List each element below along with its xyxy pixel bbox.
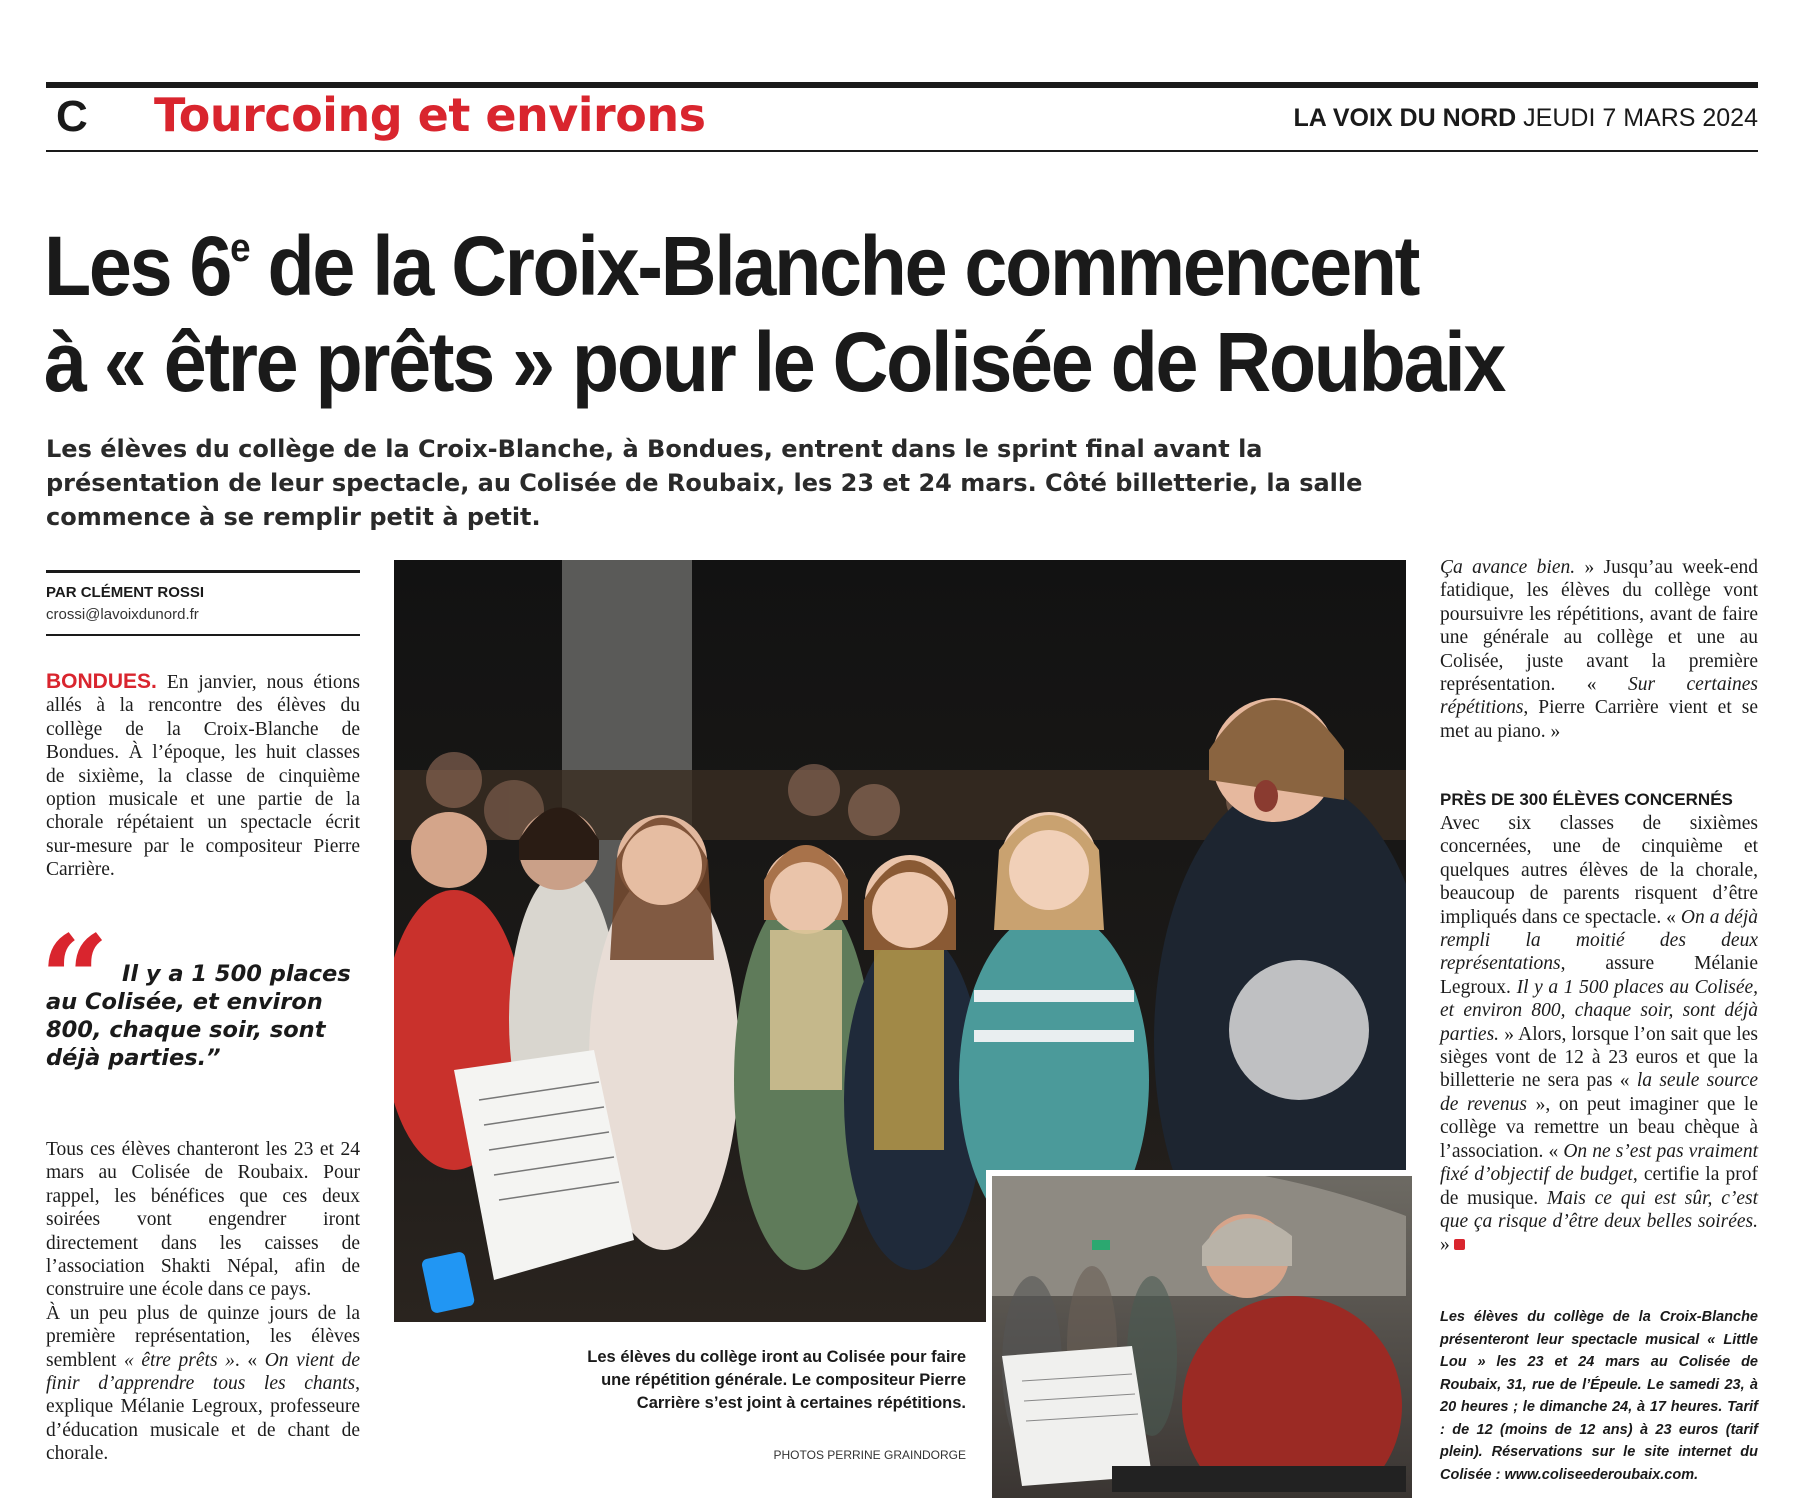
headline: Les 6e de la Croix-Blanche commencent à « être prêts » pour le Colisée de Roubaix [44,219,1505,409]
quote-mark-icon: “ [40,909,110,1050]
article-paragraph-4: Ça avance bien. » Jusqu’au week-end fatidique, les élèves du collège vont poursuivre les répétitions, avant de faire une générale au collège et une au Colisée, juste avant la première représentation. « Sur certaines répétitions, Pierre Carrière vient et se met au piano. » [1440,557,1758,742]
end-of-article-icon [1454,1239,1465,1250]
practical-info: Les élèves du collège de la Croix-Blanche présenteront leur spectacle musical « Little Lou » les 23 et 24 mars au Colisée de Roubaix, 31, rue de l’Épeule. Le samedi 23, à 20 heures ; le dimanche 24, à 17 heures. Tarif : de 12 (moins de 12 ans) à 23 euros (tarif plein). Réservations sur le site internet du Colisée : www.coliseederoubaix.com. [1440,1309,1758,1483]
byline-rule [46,570,360,573]
newspaper-name: LA VOIX DU NORD [1293,104,1517,132]
article-paragraph-1: BONDUES. En janvier, nous étions allés à la rencontre des élèves du collège de la Croix-Blanche de Bondues. À l’époque, les huit classes de sixième, la classe de cinquième option musicale et une partie de la chorale répétaient un spectacle écrit sur-mesure par le compositeur Pierre Carrière. [46,670,360,881]
photo-caption: Les élèves du collège iront au Colisée pour faire une répétition générale. Le compositeur Pierre Carrière s’est joint à certaines répétitions. [587,1348,966,1412]
article-paragraph-2: Tous ces élèves chanteront les 23 et 24 mars au Colisée de Roubaix. Pour rappel, les bénéfices que ces deux soirées vont engendrer iront directement dans les caisses de l’association Shakti Népal, afin de construire une école dans ce pays. À un peu plus de quinze jours de la première représentation, les élèves semblent « être prêts ». « On vient de finir d’apprendre tous les chants, explique Mélanie Legroux, professeure d’éducation musicale et de chant de chorale. [46,1139,361,1465]
composer-illustration [992,1176,1406,1492]
dateline: BONDUES. [46,670,157,693]
article-paragraph-3: À un peu plus de quinze jours de la première représentation, les élèves semblent « être prêts ». « On vient de finir d’apprendre tous les chants, explique Mélanie Legroux, professeure d’éducation musicale et de chant de chorale. [46,1302,361,1465]
pull-quote: Il y a 1 500 places au Colisée, et environ 800, chaque soir, sont déjà parties.” [46,961,351,1071]
section-letter: C [56,92,88,141]
article-paragraph-5: Avec six classes de sixièmes concernées, une de cinquième et quelques autres élèves de la chorale, beaucoup de parents risquent d’être impliqués dans ce spectacle. « On a déjà rempli la moitié des deux représentations, assure Mélanie Legroux. Il y a 1 500 places au Colisée, et environ 800, chaque soir, sont déjà parties. » Alors, lorsque l’on sait que les sièges vont de 12 à 23 euros et que la billetterie ne sera pas « la seule source de revenus », on peut imaginer que le collège va remettre un beau chèque à l’association. « On ne s’est pas vraiment fixé d’objectif de budget, certifie la prof de musique. Mais ce qui est sûr, c’est que ça risque d’être deux belles soirées. » [1440,813,1759,1256]
byline-rule-bottom [46,634,360,636]
photo-credit: PHOTOS PERRINE GRAINDORGE [773,1448,966,1462]
issue-date: JEUDI 7 MARS 2024 [1523,104,1758,132]
standfirst: Les élèves du collège de la Croix-Blanche, à Bondues, entrent dans le sprint final avant la présentation de leur spectacle, au Colisée de Roubaix, les 23 et 24 mars. Côté billetterie, la salle commence à se remplir petit à petit. [46,435,1363,531]
masthead [1294,104,1758,133]
inset-photo-composer [986,1170,1412,1498]
byline-author: PAR CLÉMENT ROSSI [46,584,205,601]
header-rule [46,150,1758,152]
byline-email[interactable]: crossi@lavoixdunord.fr [46,606,199,623]
section-title: Tourcoing et environs [154,88,706,142]
subheading: PRÈS DE 300 ÉLÈVES CONCERNÉS [1440,790,1733,809]
